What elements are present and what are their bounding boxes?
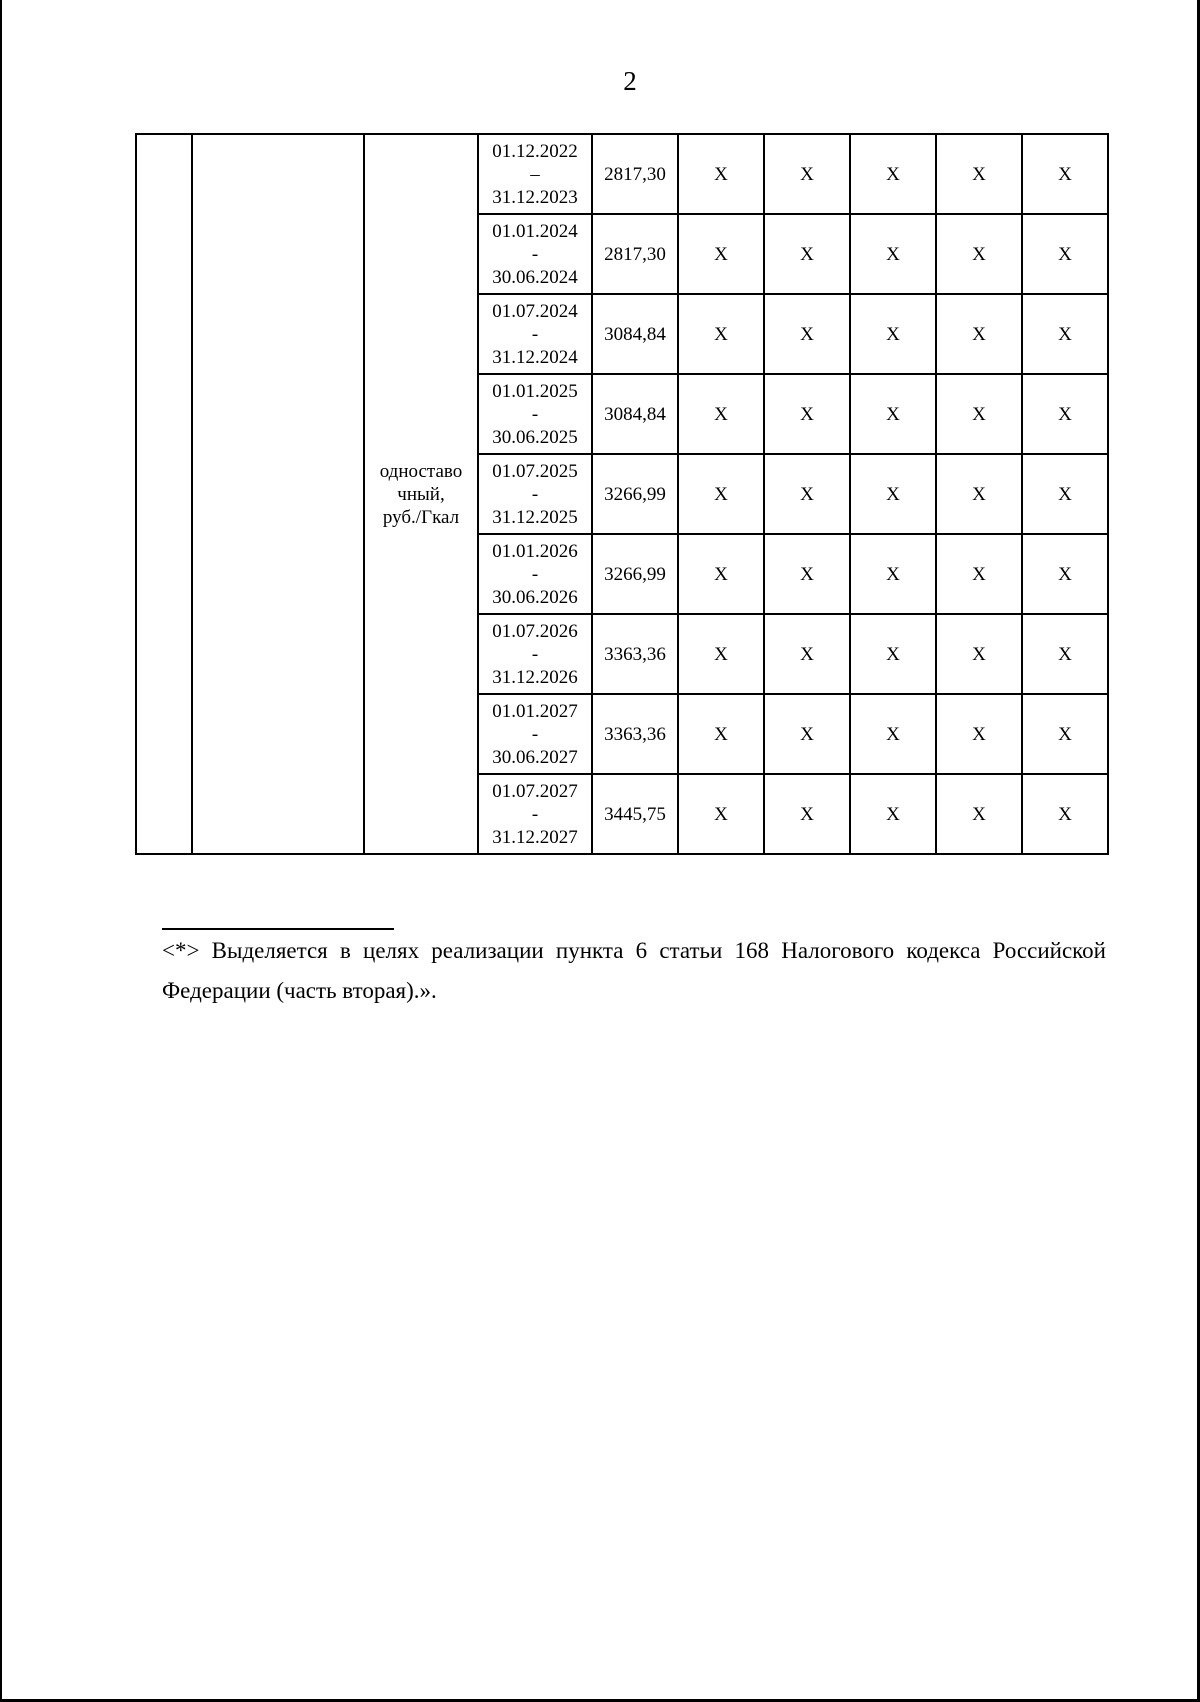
not-applicable-mark-cell: Х: [764, 214, 850, 294]
not-applicable-mark-cell: Х: [850, 294, 936, 374]
not-applicable-mark-cell: Х: [936, 454, 1022, 534]
not-applicable-mark-cell: Х: [678, 694, 764, 774]
not-applicable-mark-cell: Х: [850, 214, 936, 294]
not-applicable-mark-cell: Х: [1022, 534, 1108, 614]
period-from-date: 01.01.2027: [492, 700, 578, 722]
period-separator: -: [531, 803, 539, 825]
not-applicable-mark-cell: Х: [764, 774, 850, 854]
not-applicable-mark-cell: Х: [764, 294, 850, 374]
not-applicable-mark-cell: Х: [936, 214, 1022, 294]
number-column-cell: [136, 134, 192, 854]
not-applicable-mark-cell: Х: [1022, 294, 1108, 374]
not-applicable-mark-cell: Х: [936, 614, 1022, 694]
organization-column-cell: [192, 134, 364, 854]
not-applicable-mark-cell: Х: [764, 694, 850, 774]
tariff-value-cell: 2817,30: [592, 214, 678, 294]
period-separator: -: [531, 563, 539, 585]
not-applicable-mark-cell: Х: [678, 374, 764, 454]
period-from-date: 01.07.2025: [492, 460, 578, 482]
tariff-value-cell: 3445,75: [592, 774, 678, 854]
not-applicable-mark-cell: Х: [678, 614, 764, 694]
period-to-date: 31.12.2027: [492, 826, 578, 848]
not-applicable-mark-cell: Х: [764, 454, 850, 534]
table-row: [136, 134, 1108, 214]
not-applicable-mark-cell: Х: [850, 454, 936, 534]
not-applicable-mark-cell: Х: [1022, 614, 1108, 694]
period-cell: [478, 614, 592, 694]
period-cell: [478, 294, 592, 374]
not-applicable-mark-cell: Х: [850, 534, 936, 614]
tariff-type-cell: [364, 134, 478, 854]
tariff-table: [135, 133, 1109, 855]
not-applicable-mark-cell: Х: [678, 134, 764, 214]
tariff-type-line: руб./Гкал: [382, 506, 460, 528]
not-applicable-mark-cell: Х: [936, 374, 1022, 454]
not-applicable-mark-cell: Х: [936, 534, 1022, 614]
not-applicable-mark-cell: Х: [1022, 774, 1108, 854]
period-separator: -: [531, 323, 539, 345]
tariff-value-cell: 3084,84: [592, 294, 678, 374]
tariff-table-body: [136, 134, 1108, 854]
not-applicable-mark-cell: Х: [1022, 214, 1108, 294]
period-separator: -: [531, 643, 539, 665]
not-applicable-mark-cell: Х: [850, 694, 936, 774]
not-applicable-mark-cell: Х: [1022, 134, 1108, 214]
not-applicable-mark-cell: Х: [936, 774, 1022, 854]
not-applicable-mark-cell: Х: [936, 694, 1022, 774]
period-cell: [478, 454, 592, 534]
not-applicable-mark-cell: Х: [1022, 454, 1108, 534]
period-from-date: 01.01.2025: [492, 380, 578, 402]
not-applicable-mark-cell: Х: [678, 214, 764, 294]
period-to-date: 31.12.2026: [492, 666, 578, 688]
tariff-value-cell: 3266,99: [592, 454, 678, 534]
period-cell: [478, 214, 592, 294]
period-to-date: 31.12.2023: [492, 186, 578, 208]
not-applicable-mark-cell: Х: [1022, 374, 1108, 454]
tariff-value-cell: 3363,36: [592, 694, 678, 774]
period-from-date: 01.07.2027: [492, 780, 578, 802]
period-separator: -: [531, 403, 539, 425]
not-applicable-mark-cell: Х: [850, 774, 936, 854]
period-separator: –: [530, 163, 540, 185]
footnote-separator: [162, 928, 394, 930]
tariff-value-cell: 3084,84: [592, 374, 678, 454]
period-from-date: 01.01.2024: [492, 220, 578, 242]
period-cell: [478, 374, 592, 454]
not-applicable-mark-cell: Х: [850, 374, 936, 454]
tariff-type-line: одноставо: [379, 460, 463, 482]
period-separator: -: [531, 243, 539, 265]
footnote-text: <*> Выделяется в целях реализации пункта 6 статьи 168 Налогового кодекса Российской Федерации (часть вторая).».: [162, 938, 1106, 1003]
tariff-value-cell: 3363,36: [592, 614, 678, 694]
tariff-type-line: чный,: [397, 483, 445, 505]
tariff-value-cell: 2817,30: [592, 134, 678, 214]
period-to-date: 30.06.2024: [492, 266, 578, 288]
period-separator: -: [531, 723, 539, 745]
period-cell: [478, 774, 592, 854]
not-applicable-mark-cell: Х: [764, 534, 850, 614]
not-applicable-mark-cell: Х: [764, 614, 850, 694]
not-applicable-mark-cell: Х: [678, 454, 764, 534]
not-applicable-mark-cell: Х: [678, 534, 764, 614]
period-to-date: 30.06.2026: [492, 586, 578, 608]
period-to-date: 31.12.2025: [492, 506, 578, 528]
not-applicable-mark-cell: Х: [850, 134, 936, 214]
tariff-value-cell: 3266,99: [592, 534, 678, 614]
not-applicable-mark-cell: Х: [936, 294, 1022, 374]
not-applicable-mark-cell: Х: [764, 134, 850, 214]
period-cell: [478, 694, 592, 774]
period-from-date: 01.12.2022: [492, 140, 578, 162]
period-from-date: 01.07.2026: [492, 620, 578, 642]
not-applicable-mark-cell: Х: [764, 374, 850, 454]
period-cell: [478, 534, 592, 614]
period-cell: [478, 134, 592, 214]
period-to-date: 30.06.2027: [492, 746, 578, 768]
not-applicable-mark-cell: Х: [678, 774, 764, 854]
not-applicable-mark-cell: Х: [678, 294, 764, 374]
not-applicable-mark-cell: Х: [936, 134, 1022, 214]
period-from-date: 01.01.2026: [492, 540, 578, 562]
not-applicable-mark-cell: Х: [850, 614, 936, 694]
not-applicable-mark-cell: Х: [1022, 694, 1108, 774]
period-to-date: 30.06.2025: [492, 426, 578, 448]
period-from-date: 01.07.2024: [492, 300, 578, 322]
period-separator: -: [531, 483, 539, 505]
page-number: 2: [623, 66, 637, 96]
period-to-date: 31.12.2024: [492, 346, 578, 368]
